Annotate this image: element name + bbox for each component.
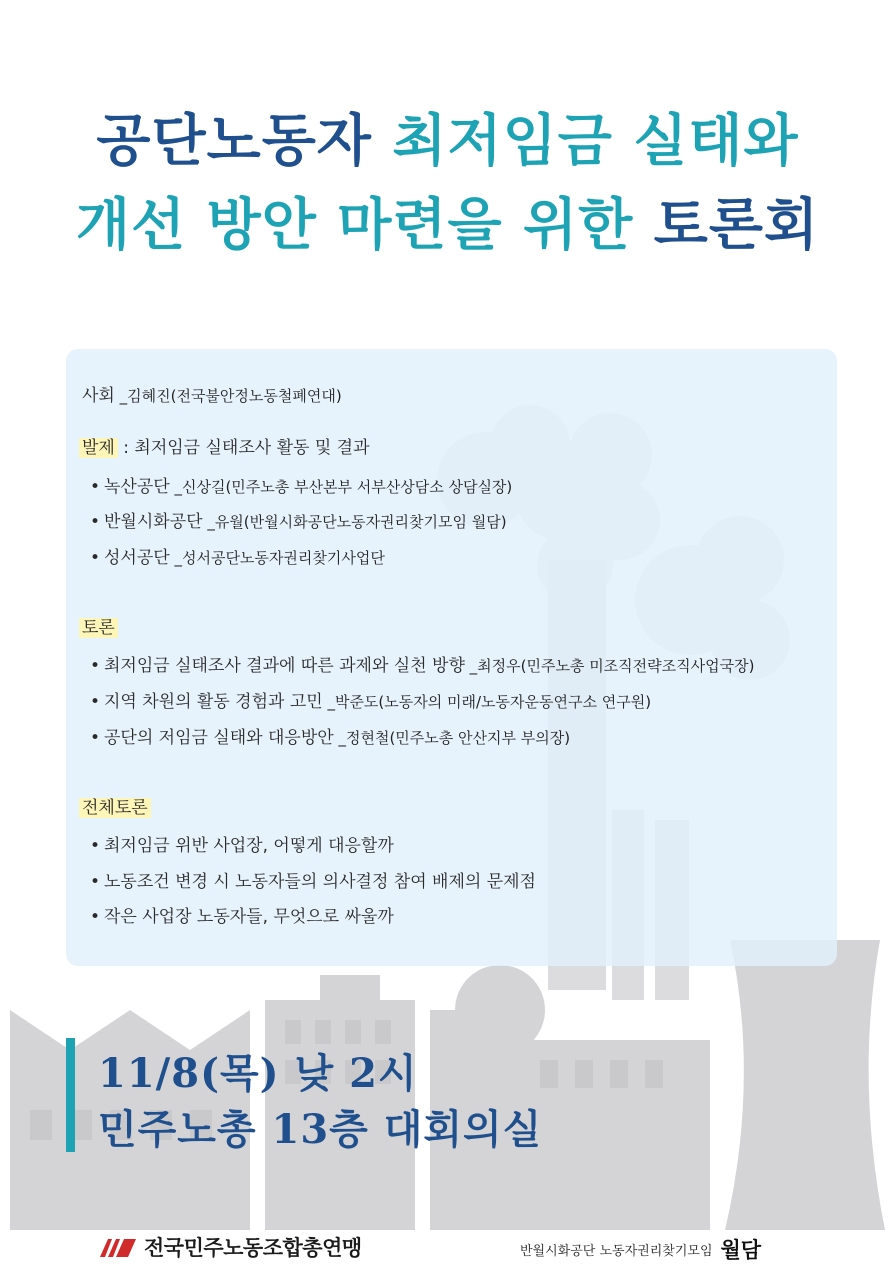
- discussion-header: [82, 613, 118, 638]
- moderator-row: [82, 381, 342, 406]
- list-item: • 작은 사업장 노동자들, 무엇으로 싸울까: [90, 907, 394, 927]
- event-venue: 민주노총 13층 대회의실: [98, 1106, 543, 1153]
- general-topic: 작은 사업장 노동자들, 무엇으로 싸울까: [104, 907, 394, 927]
- presentation-speaker: _성서공단노동자권리찾기사업단: [169, 549, 385, 567]
- general-topic: 노동조건 변경 시 노동자들의 의사결정 참여 배제의 문제점: [104, 872, 536, 892]
- general-discussion-header: [82, 793, 151, 818]
- presentation-speaker: _신상길(민주노총 부산본부 서부산상담소 상담실장): [169, 478, 513, 496]
- list-item: • 성서공단 _성서공단노동자권리찾기사업단: [90, 548, 385, 568]
- title-line2-dark: 토론회: [653, 193, 820, 258]
- moderator-label: 사회: [82, 386, 115, 406]
- discussion-label: 토론: [79, 618, 118, 638]
- discussion-topic: 공단의 저임금 실태와 대응방안: [104, 728, 334, 748]
- discussion-speaker: _최정우(민주노총 미조직전략조직사업국장): [464, 657, 755, 675]
- presentation-label: 발제: [79, 438, 118, 458]
- title-line1-dark: 공단노동자: [96, 109, 372, 174]
- list-item: • 노동조건 변경 시 노동자들의 의사결정 참여 배제의 문제점: [90, 872, 536, 892]
- list-item: • 녹산공단 _신상길(민주노총 부산본부 서부산상담소 상담실장): [90, 477, 513, 497]
- kctu-name: 전국민주노동조합총연맹: [144, 1236, 362, 1260]
- title-line1-teal: 최저임금 실태와: [392, 109, 799, 174]
- title-line2-teal: 개선 방안 마련을 위한: [75, 193, 634, 258]
- kctu-flag-icon: [98, 1235, 138, 1259]
- woldam-wordmark: 월담: [720, 1237, 762, 1262]
- presentation-speaker: _유월(반월시화공단노동자권리찾기모임 월담): [202, 513, 507, 531]
- presentation-place: 성서공단: [104, 548, 170, 568]
- list-item: • 최저임금 위반 사업장, 어떻게 대응할까: [90, 836, 394, 856]
- presentation-place: 녹산공단: [104, 477, 170, 497]
- discussion-topic: 최저임금 실태조사 결과에 따른 과제와 실천 방향: [104, 656, 465, 676]
- woldam-org-name: 반월시화공단 노동자권리찾기모임: [520, 1243, 713, 1259]
- general-discussion-label: 전체토론: [79, 798, 151, 818]
- kctu-logo: [98, 1232, 362, 1262]
- woldam-logo: [520, 1235, 761, 1263]
- discussion-speaker: _정현철(민주노총 안산지부 부의장): [333, 729, 571, 747]
- presentation-place: 반월시화공단: [104, 512, 203, 532]
- presentation-header: [82, 433, 370, 458]
- moderator-name: _김혜진(전국불안정노동철폐연대): [114, 387, 342, 405]
- list-item: • 최저임금 실태조사 결과에 따른 과제와 실천 방향 _최정우(민주노총 미조직전략조직사업국장): [90, 656, 755, 676]
- list-item: • 반월시화공단 _유월(반월시화공단노동자권리찾기모임 월담): [90, 512, 507, 532]
- title-line-2: [0, 184, 895, 268]
- discussion-speaker: _박준도(노동자의 미래/노동자운동연구소 연구원): [322, 693, 652, 711]
- title-line-1: [0, 100, 895, 184]
- general-topic: 최저임금 위반 사업장, 어떻게 대응할까: [104, 836, 394, 856]
- accent-bar: [66, 1038, 75, 1152]
- poster-title: [0, 100, 895, 268]
- discussion-topic: 지역 차원의 활동 경험과 고민: [104, 692, 323, 712]
- presentation-topic: : 최저임금 실태조사 활동 및 결과: [117, 438, 370, 458]
- list-item: • 지역 차원의 활동 경험과 고민 _박준도(노동자의 미래/노동자운동연구소 연구원): [90, 692, 652, 712]
- list-item: • 공단의 저임금 실태와 대응방안 _정현철(민주노총 안산지부 부의장): [90, 728, 571, 748]
- event-datetime: 11/8(목) 낮 2시: [98, 1050, 418, 1097]
